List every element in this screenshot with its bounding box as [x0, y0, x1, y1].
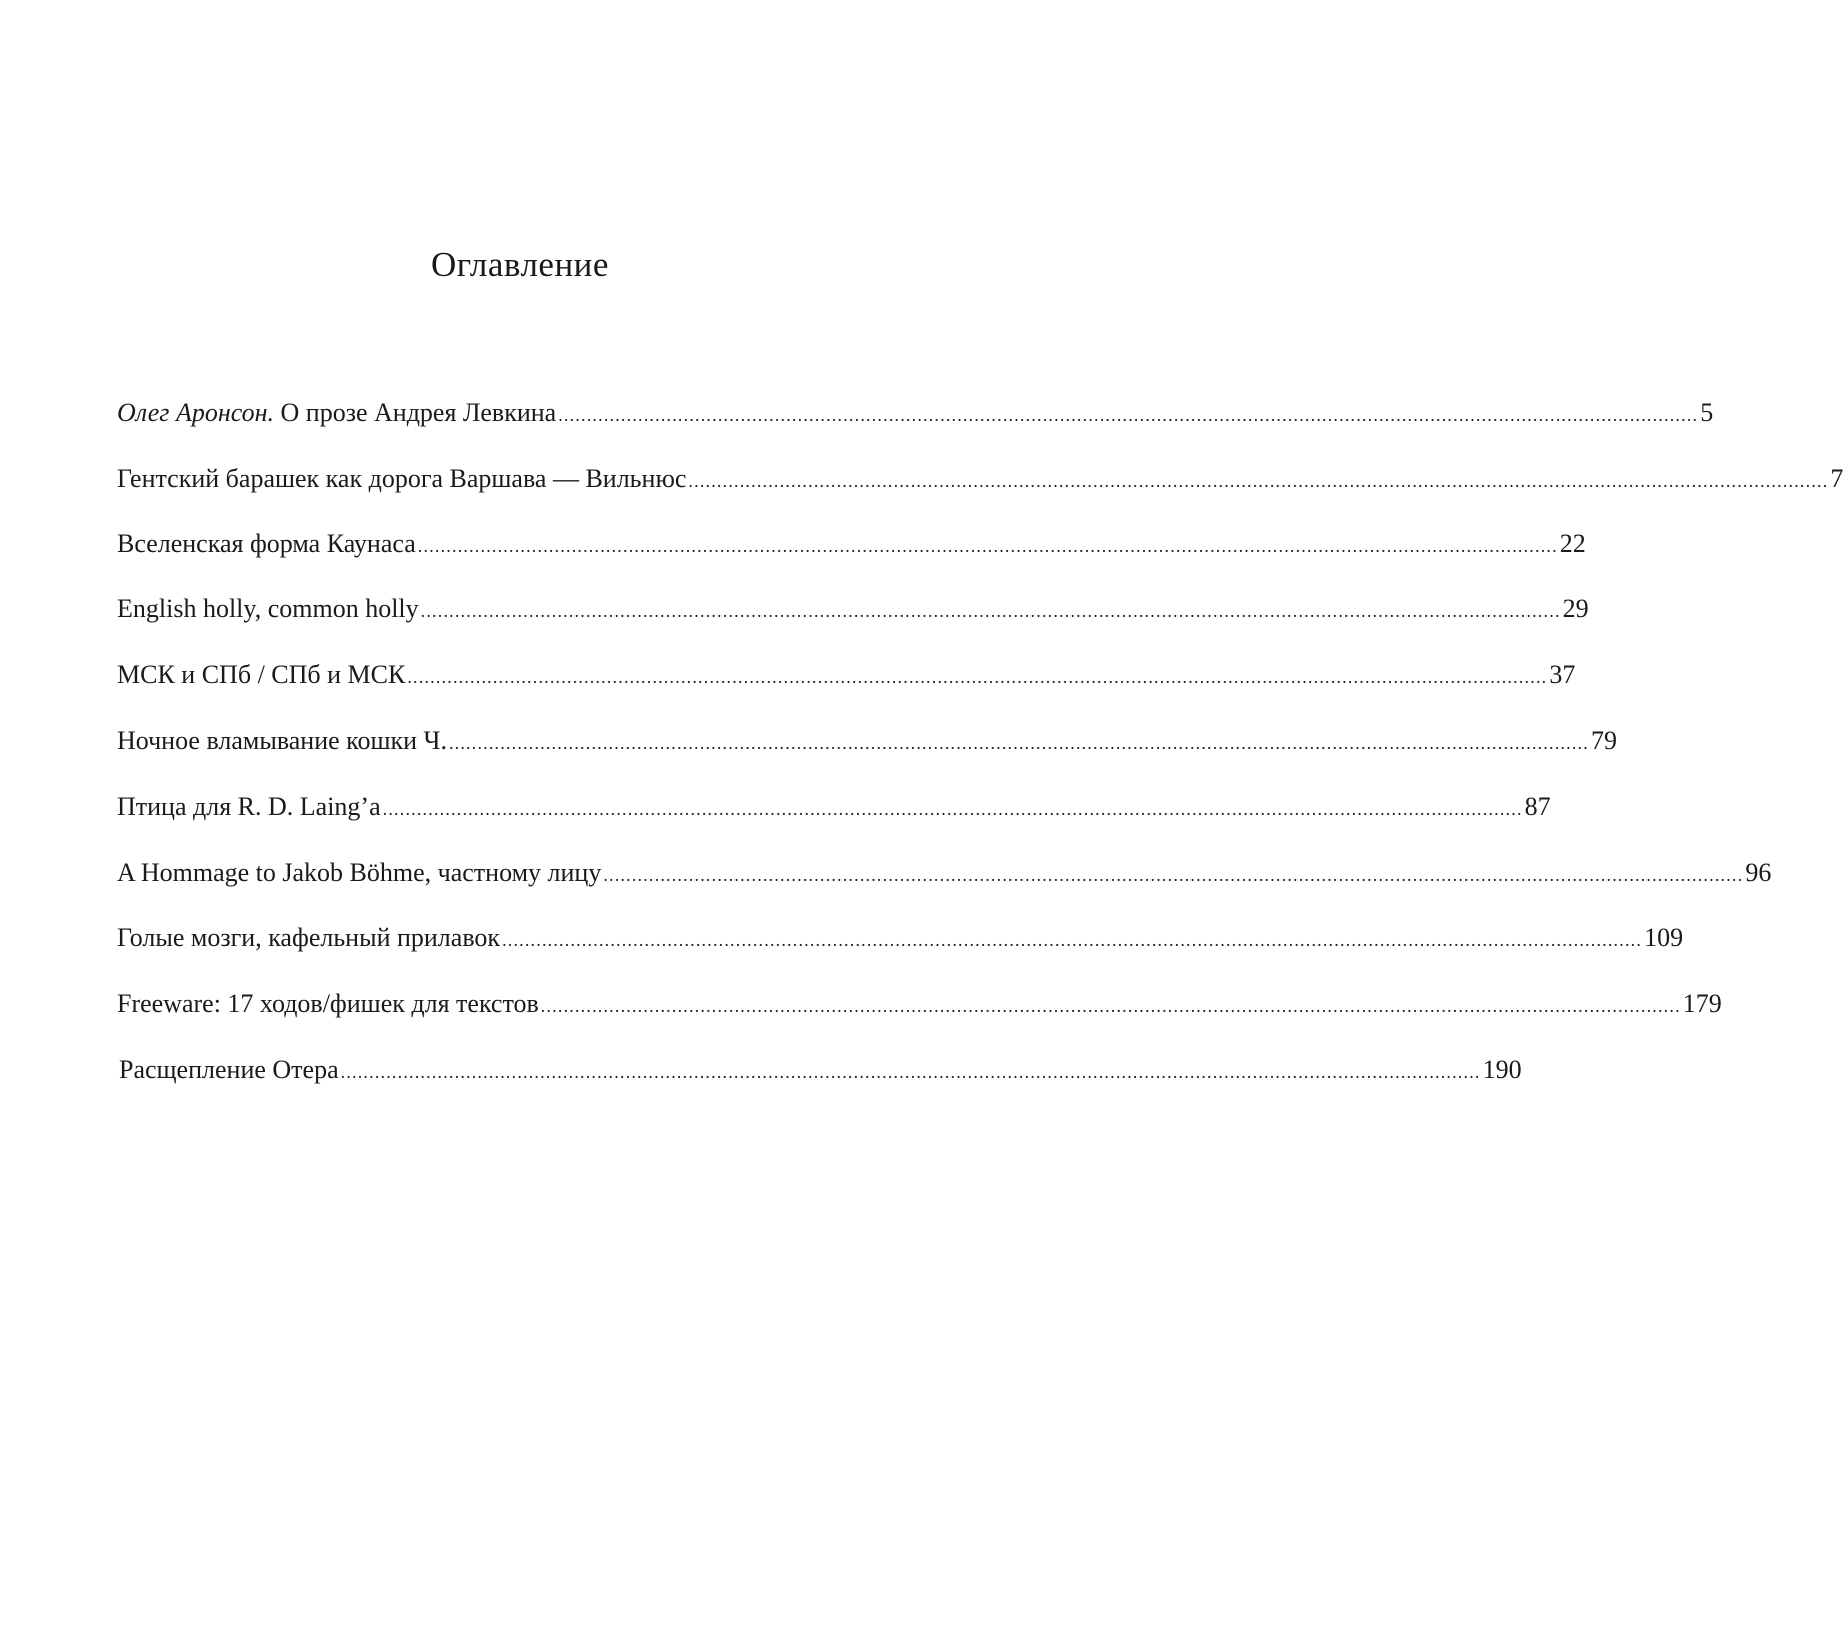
toc-entry [117, 856, 1772, 890]
toc-entry [117, 724, 1617, 758]
dot-leader: ........................................................................................................................................................................................................ [603, 865, 1744, 885]
toc-entry [117, 658, 1576, 692]
page-number: 96 [1745, 858, 1772, 887]
toc-entry [117, 396, 1714, 430]
toc-entry [117, 462, 1843, 496]
page-number: 22 [1559, 529, 1586, 558]
page-number: 87 [1524, 792, 1551, 821]
dot-leader: ........................................................................................................................................................................................................ [420, 601, 1561, 621]
page-title: Оглавление [431, 245, 609, 285]
toc-entry [117, 592, 1589, 626]
toc-entry [117, 921, 1684, 955]
page-number: 7 [1830, 464, 1843, 493]
page-number: 5 [1700, 398, 1714, 427]
dot-leader: ........................................................................................................................................................................................................ [502, 930, 1643, 950]
dot-leader: ........................................................................................................................................................................................................ [688, 471, 1829, 491]
entry-title: Расщепление Отера [119, 1055, 339, 1084]
toc-entry [117, 987, 1722, 1021]
dot-leader: ........................................................................................................................................................................................................ [448, 733, 1589, 753]
toc-entry [119, 1053, 1522, 1087]
dot-leader: ........................................................................................................................................................................................................ [382, 799, 1523, 819]
entry-title: Вселенская форма Каунаса [117, 529, 416, 558]
entry-author: Олег Аронсон. [117, 398, 275, 427]
toc-entry [117, 790, 1551, 824]
page-number: 109 [1644, 923, 1684, 952]
toc-entry [117, 527, 1586, 561]
page-number: 190 [1482, 1055, 1522, 1084]
entry-title: Ночное вламывание кошки Ч. [117, 726, 447, 755]
page-number: 29 [1562, 594, 1589, 623]
entry-title [117, 396, 556, 430]
entry-title: Freeware: 17 ходов/фишек для текстов [117, 989, 539, 1018]
dot-leader: ........................................................................................................................................................................................................ [407, 667, 1548, 687]
entry-title: МСК и СПб / СПб и МСК [117, 660, 406, 689]
dot-leader: ........................................................................................................................................................................................................ [417, 536, 1558, 556]
dot-leader: ........................................................................................................................................................................................................ [558, 405, 1699, 425]
page-number: 79 [1590, 726, 1617, 755]
entry-title-text: О прозе Андрея Левкина [280, 398, 557, 427]
entry-title: Гентский барашек как дорога Варшава — Вильнюс [117, 464, 687, 493]
dot-leader: ........................................................................................................................................................................................................ [540, 996, 1681, 1016]
entry-title: A Hommage to Jakob Böhme, частному лицу [117, 858, 602, 887]
entry-title: Голые мозги, кафельный прилавок [117, 923, 501, 952]
dot-leader: ........................................................................................................................................................................................................ [340, 1062, 1481, 1082]
page-number: 179 [1682, 989, 1722, 1018]
page-number: 37 [1549, 660, 1576, 689]
entry-title: Птица для R. D. Laing’a [117, 792, 381, 821]
entry-title: English holly, common holly [117, 594, 419, 623]
